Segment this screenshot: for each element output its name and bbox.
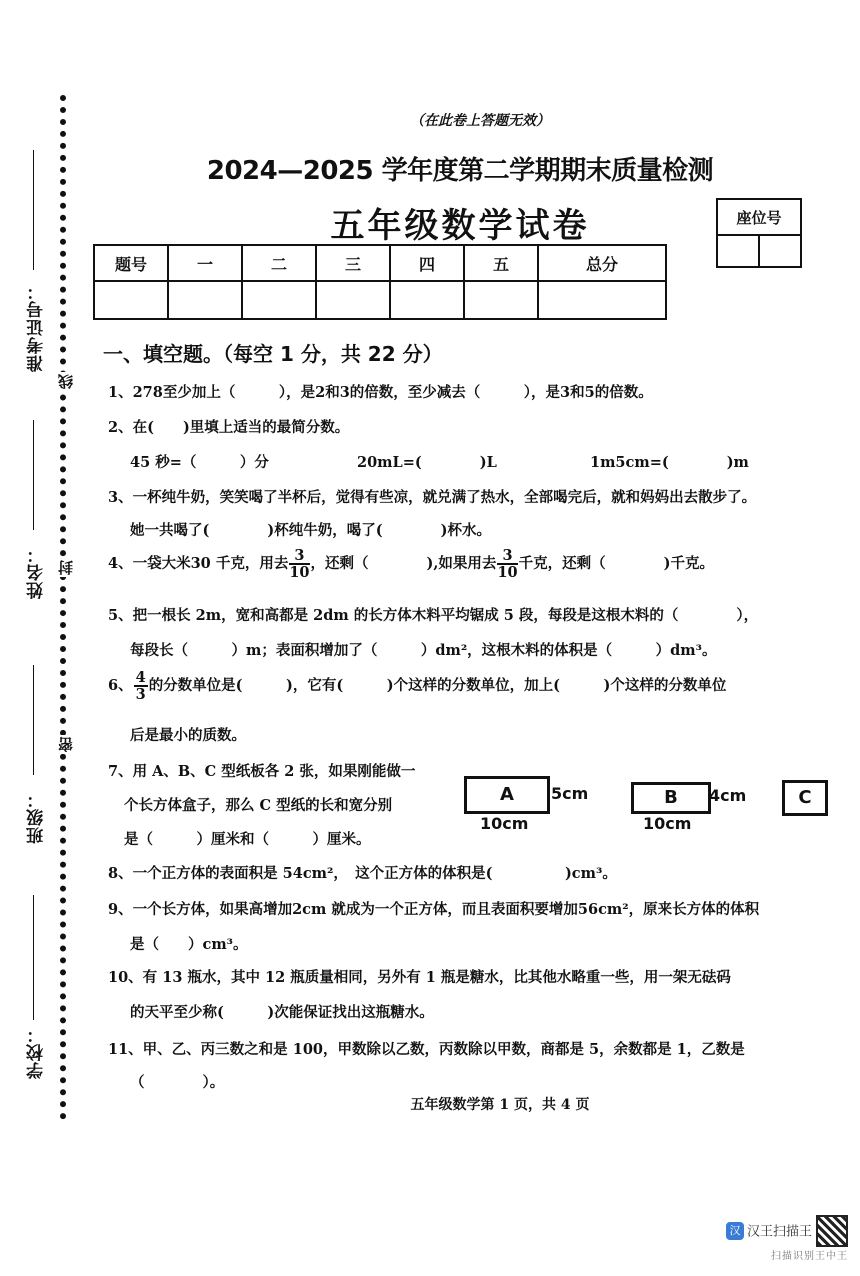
cardboard-c: [782, 780, 828, 816]
fraction-4-3: [134, 670, 148, 702]
score-cell[interactable]: [464, 281, 538, 319]
question-7-line-1: 7、用 A、B、C 型纸板各 2 张，如果刚能做一: [108, 763, 416, 780]
qr-code-icon: [816, 1215, 848, 1247]
cardboard-a-width: 5cm: [551, 784, 589, 803]
score-header-cell: 总分: [538, 245, 666, 281]
cardboard-b-label: B: [664, 787, 678, 808]
question-4-text-c: 千克，还剩（ )千克。: [518, 555, 714, 573]
question-6-number: 6、: [108, 677, 133, 695]
seat-number-label: 座位号: [717, 199, 801, 235]
question-3-line-1: 3、一杯纯牛奶，笑笑喝了半杯后，觉得有些凉，就兑满了热水，全部喝完后，就和妈妈出去散步了。: [108, 489, 757, 506]
question-3-line-2: 她一共喝了( )杯纯牛奶，喝了( )杯水。: [130, 522, 491, 539]
question-11-line-2: （ ）。: [130, 1074, 225, 1091]
fraction-numerator: 4: [135, 669, 146, 686]
score-cell[interactable]: [316, 281, 390, 319]
question-2-part-b: 20mL=( )L: [357, 454, 497, 471]
cardboard-a-length: 10cm: [480, 814, 529, 833]
page-footer: 五年级数学第 1 页，共 4 页: [410, 1097, 590, 1113]
question-8: 8、一个正方体的表面积是 54cm²， 这个正方体的体积是( )cm³。: [108, 865, 617, 882]
class-label: 班级：: [27, 790, 47, 844]
question-7-line-3: 是（ ）厘米和（ ）厘米。: [124, 831, 371, 848]
cardboard-a: [464, 776, 550, 814]
question-6-text: 的分数单位是( )，它有( )个这样的分数单位，加上( )个这样的分数单位: [148, 677, 727, 695]
cardboard-b-length: 10cm: [643, 814, 692, 833]
score-table: [93, 244, 667, 320]
fraction-3-10: [289, 548, 309, 580]
seal-word-secret: 密: [57, 737, 75, 752]
fraction-numerator: 3: [289, 548, 309, 565]
exam-paper-title: 五年级数学试卷: [330, 206, 590, 246]
score-header-cell: 二: [242, 245, 316, 281]
fraction-denominator: 10: [289, 564, 310, 582]
score-cell[interactable]: [94, 281, 168, 319]
question-9-line-1: 9、一个长方体，如果高增加2cm 就成为一个正方体，而且表面积要增加56cm²，原来长方体的体积: [108, 901, 760, 918]
question-2-part-a: 45 秒=（ ）分: [130, 454, 269, 471]
seal-word-seal: 封: [57, 560, 75, 575]
score-cell[interactable]: [538, 281, 666, 319]
score-header-cell: 四: [390, 245, 464, 281]
question-6: [108, 670, 726, 702]
question-4-text-b: ，还剩（ ),如果用去: [310, 555, 497, 573]
question-7-line-2: 个长方体盒子，那么 C 型纸的长和宽分别: [124, 797, 393, 814]
scanner-slogan: 扫描识别王中王: [771, 1251, 848, 1262]
score-header-cell: 五: [464, 245, 538, 281]
question-2-stem: 2、在( )里填上适当的最简分数。: [108, 419, 350, 436]
score-cell[interactable]: [390, 281, 464, 319]
section-fill-in-title: 一、填空题。（每空 1 分，共 22 分）: [103, 342, 443, 366]
cardboard-b: [631, 782, 711, 814]
name-label: 姓名：: [27, 545, 47, 599]
question-6-line-2: 后是最小的质数。: [130, 727, 246, 744]
cardboard-a-label: A: [500, 784, 514, 805]
seat-number-cell[interactable]: [759, 235, 801, 267]
question-1: 1、278至少加上（ ），是2和3的倍数，至少减去（ ），是3和5的倍数。: [108, 384, 653, 401]
scanner-app-name: 汉王扫描王: [746, 1224, 812, 1240]
question-9-line-2: 是（ ）cm³。: [130, 936, 248, 953]
score-header-cell: 题号: [94, 245, 168, 281]
seat-number-cell[interactable]: [717, 235, 759, 267]
question-10-line-1: 10、有 13 瓶水，其中 12 瓶质量相同，另外有 1 瓶是糖水，比其他水略重一些，用一架无砝码: [108, 969, 731, 986]
question-2-part-c: 1m5cm=( )m: [590, 454, 749, 471]
question-10-line-2: 的天平至少称( )次能保证找出这瓶糖水。: [130, 1004, 434, 1021]
cardboard-b-width: 4cm: [709, 786, 747, 805]
score-header-cell: 三: [316, 245, 390, 281]
seat-number-box: [716, 198, 802, 268]
school-label: 学校：: [27, 1025, 47, 1079]
seal-word-line: 线: [57, 374, 75, 389]
name-line: [33, 420, 34, 530]
fraction-denominator: 10: [497, 564, 518, 582]
binding-dotted-line: [60, 95, 66, 1120]
scanner-logo-icon: 汉: [726, 1222, 744, 1240]
exam-term-title: 2024—2025 学年度第二学期期末质量检测: [206, 156, 714, 186]
fraction-numerator: 3: [497, 548, 517, 565]
question-5-line-1: 5、把一根长 2m，宽和高都是 2dm 的长方体木料平均锯成 5 段，每段是这根木料的（ ），: [108, 607, 759, 624]
invalid-answer-notice: （在此卷上答题无效）: [410, 113, 550, 129]
score-cell[interactable]: [242, 281, 316, 319]
question-11-line-1: 11、甲、乙、丙三数之和是 100，甲数除以乙数，丙数除以甲数，商都是 5，余数都是 1，乙数是: [108, 1041, 745, 1058]
question-4: [108, 548, 714, 580]
fraction-3-10: [497, 548, 517, 580]
fraction-denominator: 3: [135, 686, 146, 704]
exam-no-label: 准考证号：: [27, 282, 47, 372]
score-cell[interactable]: [168, 281, 242, 319]
cardboard-c-label: C: [798, 787, 812, 808]
school-line: [33, 895, 34, 1020]
scanner-watermark: [726, 1215, 848, 1262]
class-line: [33, 665, 34, 775]
score-header-cell: 一: [168, 245, 242, 281]
question-5-line-2: 每段长（ ）m；表面积增加了（ ）dm²，这根木料的体积是（ ）dm³。: [130, 642, 717, 659]
question-4-text-a: 4、一袋大米30 千克，用去: [108, 555, 289, 573]
